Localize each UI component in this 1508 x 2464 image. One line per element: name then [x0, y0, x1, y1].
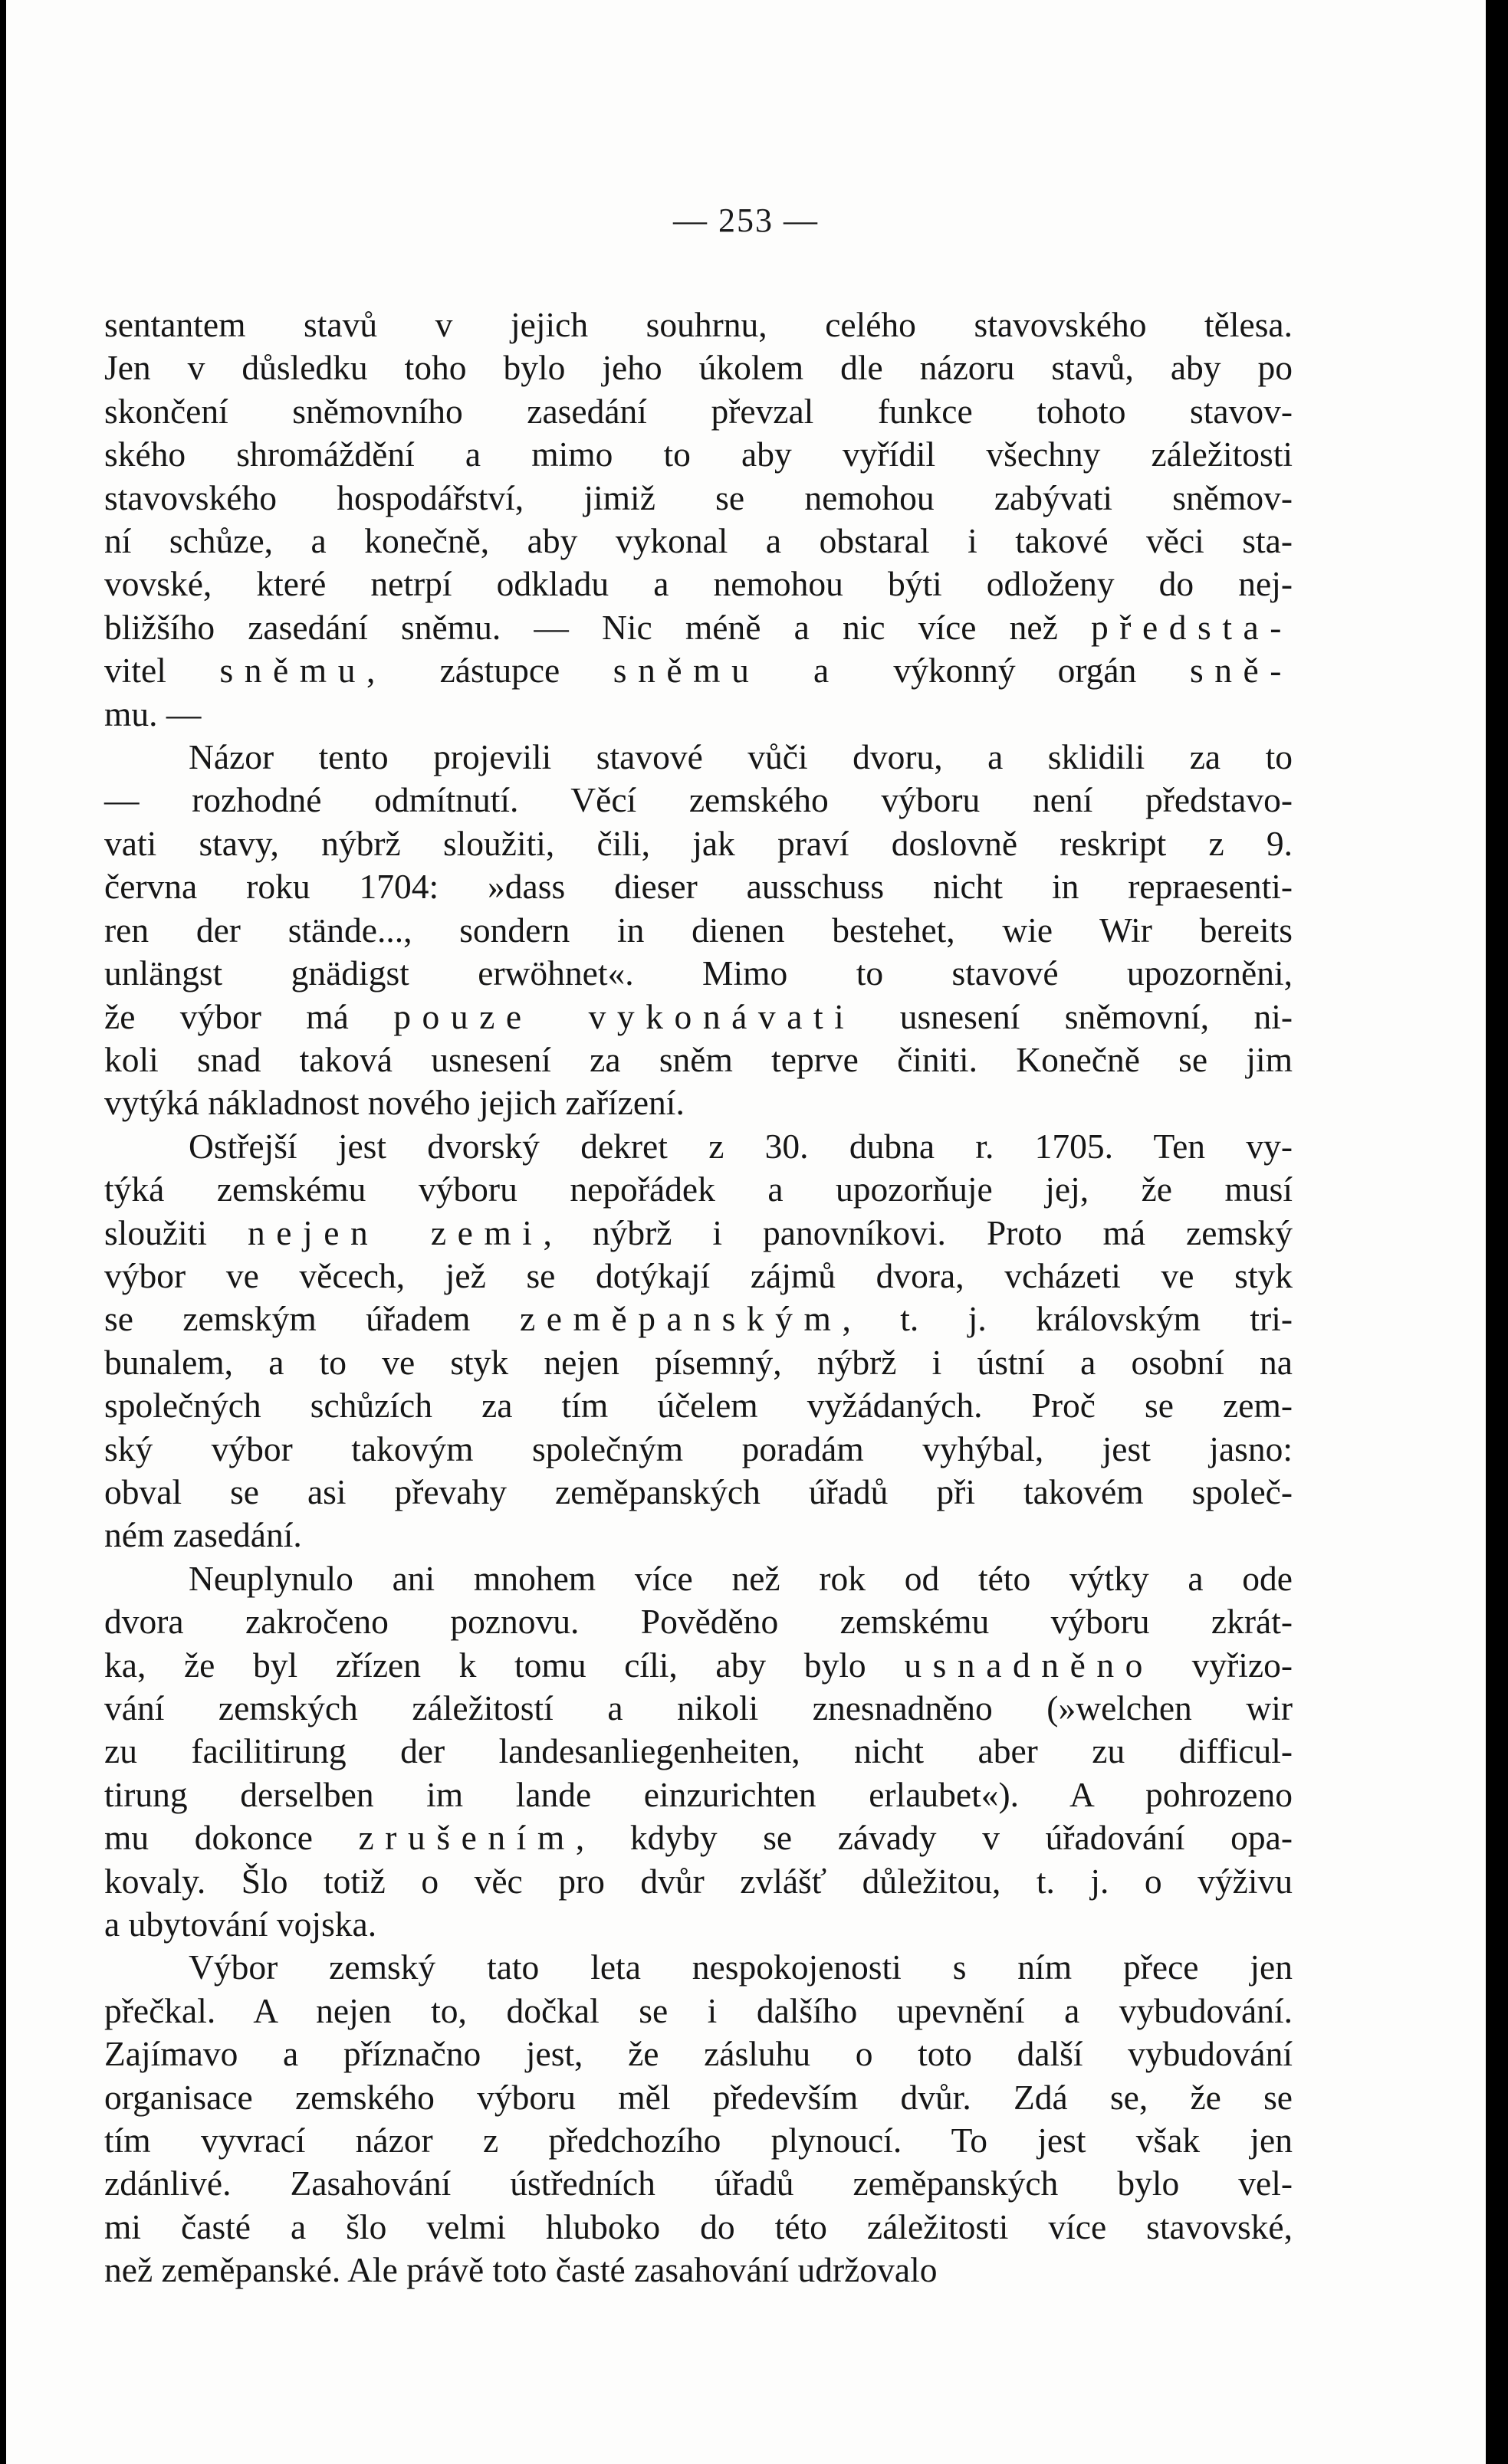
text-segment: než zeměpanské. Ale právě toto časté zasahování udržovalo — [104, 2250, 938, 2290]
text-line — [104, 1600, 1293, 1643]
text-segment: bližšího zasedání sněmu. — Nic méně a nic více než — [104, 607, 1091, 647]
text-segment: výbor ve věcech, jež se dotýkají zájmů dvora, vcházeti ve styk — [104, 1255, 1293, 1295]
text-segment: ský výbor takovým společným poradám vyhýbal, jest jasno: — [104, 1429, 1293, 1468]
text-line — [104, 1298, 1293, 1340]
text-line — [104, 1038, 1293, 1081]
text-line — [104, 2076, 1293, 2119]
text-segment: Názor tento projevili stavové vůči dvoru, a sklidili za to — [189, 737, 1293, 777]
text-line — [104, 779, 1293, 822]
text-segment: Zajímavo a příznačno jest, že zásluhu o toto další vybudování — [104, 2034, 1293, 2074]
text-segment: , kdyby se závady v úřadování opa- — [575, 1818, 1293, 1858]
text-line — [104, 1125, 1293, 1168]
text-line — [104, 1730, 1293, 1773]
text-line — [104, 952, 1293, 995]
text-line — [104, 1990, 1293, 2033]
text-segment: kovaly. Šlo totiž o věc pro dvůr zvlášť důležitou, t. j. o výživu — [104, 1861, 1293, 1901]
text-segment: Jen v důsledku toho bylo jeho úkolem dle názoru stavů, aby po — [104, 348, 1293, 388]
text-segment: zástupce — [439, 651, 560, 691]
text-segment: koli snad taková usnesení za sněm teprve činiti. Konečně se jim — [104, 1039, 1293, 1079]
emphasized-text: zrušením — [358, 1818, 576, 1858]
text-segment: obval se asi převahy zeměpanských úřadů při takovém společ- — [104, 1472, 1293, 1511]
text-line — [104, 1557, 1293, 1600]
text-line — [104, 2206, 1293, 2249]
text-segment: ném zasedání. — [104, 1515, 302, 1555]
text-line — [104, 1212, 1293, 1255]
text-segment: tirung derselben im lande einzurichten erlaubet«). A pohrozeno — [104, 1774, 1293, 1814]
text-segment: sentantem stavů v jejich souhrnu, celého stavovského tělesa. — [104, 305, 1293, 344]
text-segment: týká zemskému výboru nepořádek a upozorňuje jej, že musí — [104, 1170, 1293, 1209]
text-line — [104, 433, 1293, 476]
text-line — [104, 649, 1293, 692]
text-segment: vání zemských záležitostí a nikoli znesnadněno (»welchen wir — [104, 1688, 1293, 1727]
text-line — [104, 520, 1293, 563]
text-line — [104, 1428, 1293, 1471]
text-segment: — rozhodné odmítnutí. Věcí zemského výboru není představo- — [104, 780, 1293, 820]
emphasized-text: sněmu a — [560, 651, 894, 691]
text-segment: sloužiti — [104, 1212, 248, 1252]
body-text — [104, 303, 1293, 2292]
text-line — [104, 1081, 1293, 1124]
text-segment: vovské, které netrpí odkladu a nemohou býti odloženy do nej- — [104, 564, 1293, 604]
text-segment: zdánlivé. Zasahování ústředních úřadů zeměpanských bylo vel- — [104, 2164, 1293, 2203]
text-line — [104, 1514, 1293, 1557]
text-segment: že výbor má — [104, 996, 394, 1036]
text-segment: června roku 1704: »dass dieser ausschuss nicht in repraesenti- — [104, 867, 1293, 907]
text-line — [104, 822, 1293, 865]
text-line — [104, 563, 1293, 605]
text-segment: ského shromáždění a mimo to aby vyřídil všechny záležitosti — [104, 435, 1293, 474]
text-segment: skončení sněmovního zasedání převzal funkce tohoto stavov- — [104, 391, 1293, 431]
text-line — [104, 1687, 1293, 1730]
text-line — [104, 2119, 1293, 2162]
text-line — [104, 1168, 1293, 1211]
text-segment: usnesení sněmovní, ni- — [855, 996, 1293, 1036]
text-segment: bunalem, a to ve styk nejen písemný, nýbrž i ústní a osobní na — [104, 1342, 1293, 1382]
text-segment: , nýbrž i panovníkovi. Proto má zemský — [543, 1212, 1293, 1252]
text-segment: vytýká nákladnost nového jejich zařízení. — [104, 1083, 685, 1123]
text-line — [104, 1384, 1293, 1427]
emphasized-text: nejen zemi — [247, 1212, 544, 1252]
text-segment: Výbor zemský tato leta nespokojenosti s ním přece jen — [189, 1947, 1293, 1987]
text-segment: mu. — — [104, 694, 202, 733]
book-page — [6, 0, 1486, 2464]
text-line — [104, 303, 1293, 346]
text-line — [104, 865, 1293, 908]
text-segment: výkonný orgán — [893, 651, 1137, 691]
text-line — [104, 2249, 1293, 2292]
text-line — [104, 390, 1293, 433]
text-segment: zu facilitirung der landesanliegenheiten, nicht aber zu difficul- — [104, 1731, 1293, 1771]
text-segment: mi časté a šlo velmi hluboko do této záležitosti více stavovské, — [104, 2206, 1293, 2246]
text-line — [104, 909, 1293, 952]
emphasized-text: sněmu, — [166, 651, 440, 691]
text-segment: ka, že byl zřízen k tomu cíli, aby bylo — [104, 1645, 905, 1685]
text-line — [104, 2162, 1293, 2205]
text-segment: se zemským úřadem — [104, 1299, 521, 1339]
emphasized-text: předsta- — [1090, 607, 1293, 647]
text-segment: , t. j. královským tri- — [842, 1299, 1293, 1339]
text-line — [104, 1644, 1293, 1687]
emphasized-text: sně- — [1136, 651, 1293, 691]
emphasized-text: usnadněno — [904, 1645, 1154, 1685]
text-segment: unlängst gnädigst erwöhnet«. Mimo to stavové upozorněni, — [104, 953, 1293, 993]
text-segment: společných schůzích za tím účelem vyžádaných. Proč se zem- — [104, 1386, 1293, 1426]
emphasized-text: pouze vykonávati — [393, 996, 856, 1036]
text-line — [104, 736, 1293, 779]
text-line — [104, 1903, 1293, 1946]
text-segment: vitel — [104, 651, 166, 691]
text-segment: stavovského hospodářství, jimiž se nemohou zabývati sněmov- — [104, 477, 1293, 517]
text-segment: ní schůze, a konečně, aby vykonal a obstaral i takové věci sta- — [104, 521, 1293, 561]
text-segment: přečkal. A nejen to, dočkal se i dalšího upevnění a vybudování. — [104, 1990, 1293, 2030]
text-line — [104, 1946, 1293, 1989]
text-line — [104, 2033, 1293, 2075]
text-line — [104, 477, 1293, 520]
text-line — [104, 1816, 1293, 1859]
text-line — [104, 996, 1293, 1038]
text-segment: vyřizo- — [1153, 1645, 1293, 1685]
text-line — [104, 1255, 1293, 1298]
emphasized-text: zeměpanským — [520, 1299, 843, 1339]
text-line — [104, 346, 1293, 389]
text-segment: tím vyvrací názor z předchozího plynoucí. To jest však jen — [104, 2121, 1293, 2161]
text-segment: dvora zakročeno poznovu. Pověděno zemskému výboru zkrát- — [104, 1602, 1293, 1642]
text-segment: a ubytování vojska. — [104, 1905, 377, 1944]
text-segment: organisace zemského výboru měl především dvůr. Zdá se, že se — [104, 2077, 1293, 2117]
text-line — [104, 1773, 1293, 1816]
text-line — [104, 1860, 1293, 1903]
text-line — [104, 606, 1293, 649]
text-segment: Ostřejší jest dvorský dekret z 30. dubna r. 1705. Ten vy- — [189, 1126, 1293, 1166]
text-segment: Neuplynulo ani mnohem více než rok od této výtky a ode — [189, 1558, 1293, 1598]
text-segment: ren der stände..., sondern in dienen bestehet, wie Wir bereits — [104, 910, 1293, 950]
text-segment: vati stavy, nýbrž sloužiti, čili, jak praví doslovně reskript z 9. — [104, 823, 1293, 863]
page-number: — 253 — — [673, 202, 819, 239]
text-line — [104, 693, 1293, 736]
text-line — [104, 1471, 1293, 1514]
text-segment: mu dokonce — [104, 1818, 359, 1858]
text-line — [104, 1341, 1293, 1384]
